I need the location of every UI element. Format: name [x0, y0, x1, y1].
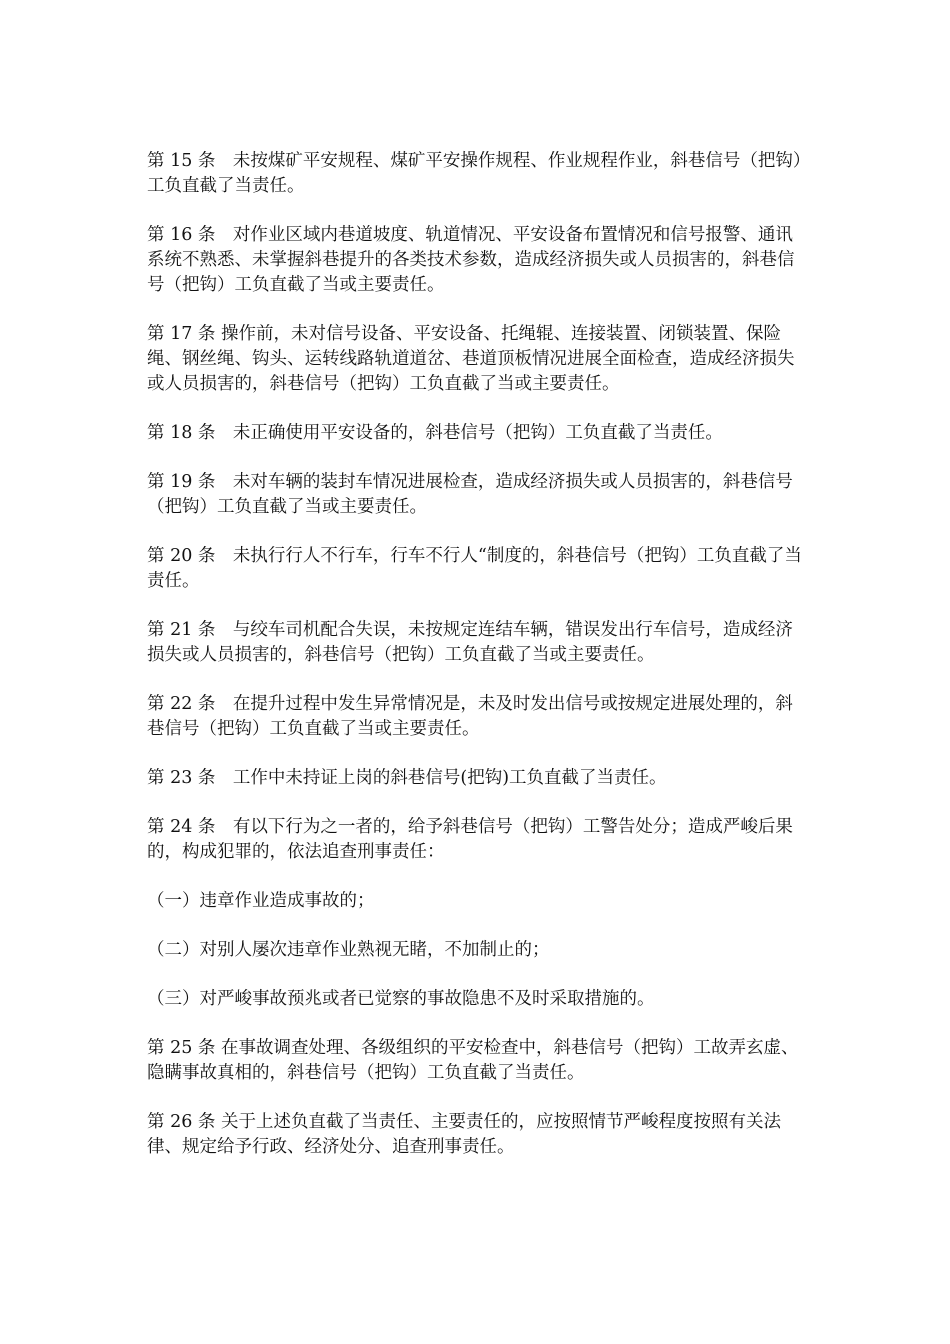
article-19: 第 19 条 未对车辆的装封车情况进展检查，造成经济损失或人员损害的，斜巷信号（把钩）工负直截了当或主要责任。 — [147, 472, 793, 517]
article-23: 第 23 条 工作中未持证上岗的斜巷信号(把钩)工负直截了当责任。 — [147, 768, 667, 788]
article-22: 第 22 条 在提升过程中发生异常情况是，未及时发出信号或按规定进展处理的，斜巷信号（把钩）工负直截了当或主要责任。 — [147, 694, 793, 739]
article-24: 第 24 条 有以下行为之一者的，给予斜巷信号（把钩）工警告处分；造成严峻后果的，构成犯罪的，依法追查刑事责任： — [147, 817, 793, 862]
article-25: 第 25 条 在事故调查处理、各级组织的平安检查中，斜巷信号（把钩）工故弄玄虚、隐瞒事故真相的，斜巷信号（把钩）工负直截了当责任。 — [147, 1038, 799, 1083]
article-15: 第 15 条 未按煤矿平安规程、煤矿平安操作规程、作业规程作业，斜巷信号（把钩）工负直截了当责任。 — [147, 151, 802, 196]
article-20: 第 20 条 未执行行人不行车，行车不行人“制度的，斜巷信号（把钩）工负直截了当责任。 — [147, 546, 802, 591]
article-26: 第 26 条 关于上述负直截了当责任、主要责任的，应按照情节严峻程度按照有关法律、规定给予行政、经济处分、追查刑事责任。 — [147, 1112, 781, 1157]
article-24-item-1: （一）违章作业造成事故的； — [147, 891, 375, 911]
document-body — [147, 149, 809, 1184]
article-21: 第 21 条 与绞车司机配合失误，未按规定连结车辆，错误发出行车信号，造成经济损失或人员损害的，斜巷信号（把钩）工负直截了当或主要责任。 — [147, 620, 793, 665]
article-24-item-2: （二）对别人屡次违章作业熟视无睹，不加制止的； — [147, 940, 550, 960]
article-18: 第 18 条 未正确使用平安设备的，斜巷信号（把钩）工负直截了当责任。 — [147, 423, 723, 443]
article-24-item-3: （三）对严峻事故预兆或者已觉察的事故隐患不及时采取措施的。 — [147, 989, 655, 1009]
article-17: 第 17 条 操作前，未对信号设备、平安设备、托绳辊、连接装置、闭锁装置、保险绳、钢丝绳、钩头、运转线路轨道道岔、巷道顶板情况进展全面检查，造成经济损失或人员损害的，斜巷信号（把钩）工负直截了当或主要责任。 — [147, 324, 795, 394]
article-16: 第 16 条 对作业区域内巷道坡度、轨道情况、平安设备布置情况和信号报警、通讯系统不熟悉、未掌握斜巷提升的各类技术参数，造成经济损失或人员损害的，斜巷信号（把钩）工负直截了当或主要责任。 — [147, 225, 795, 295]
